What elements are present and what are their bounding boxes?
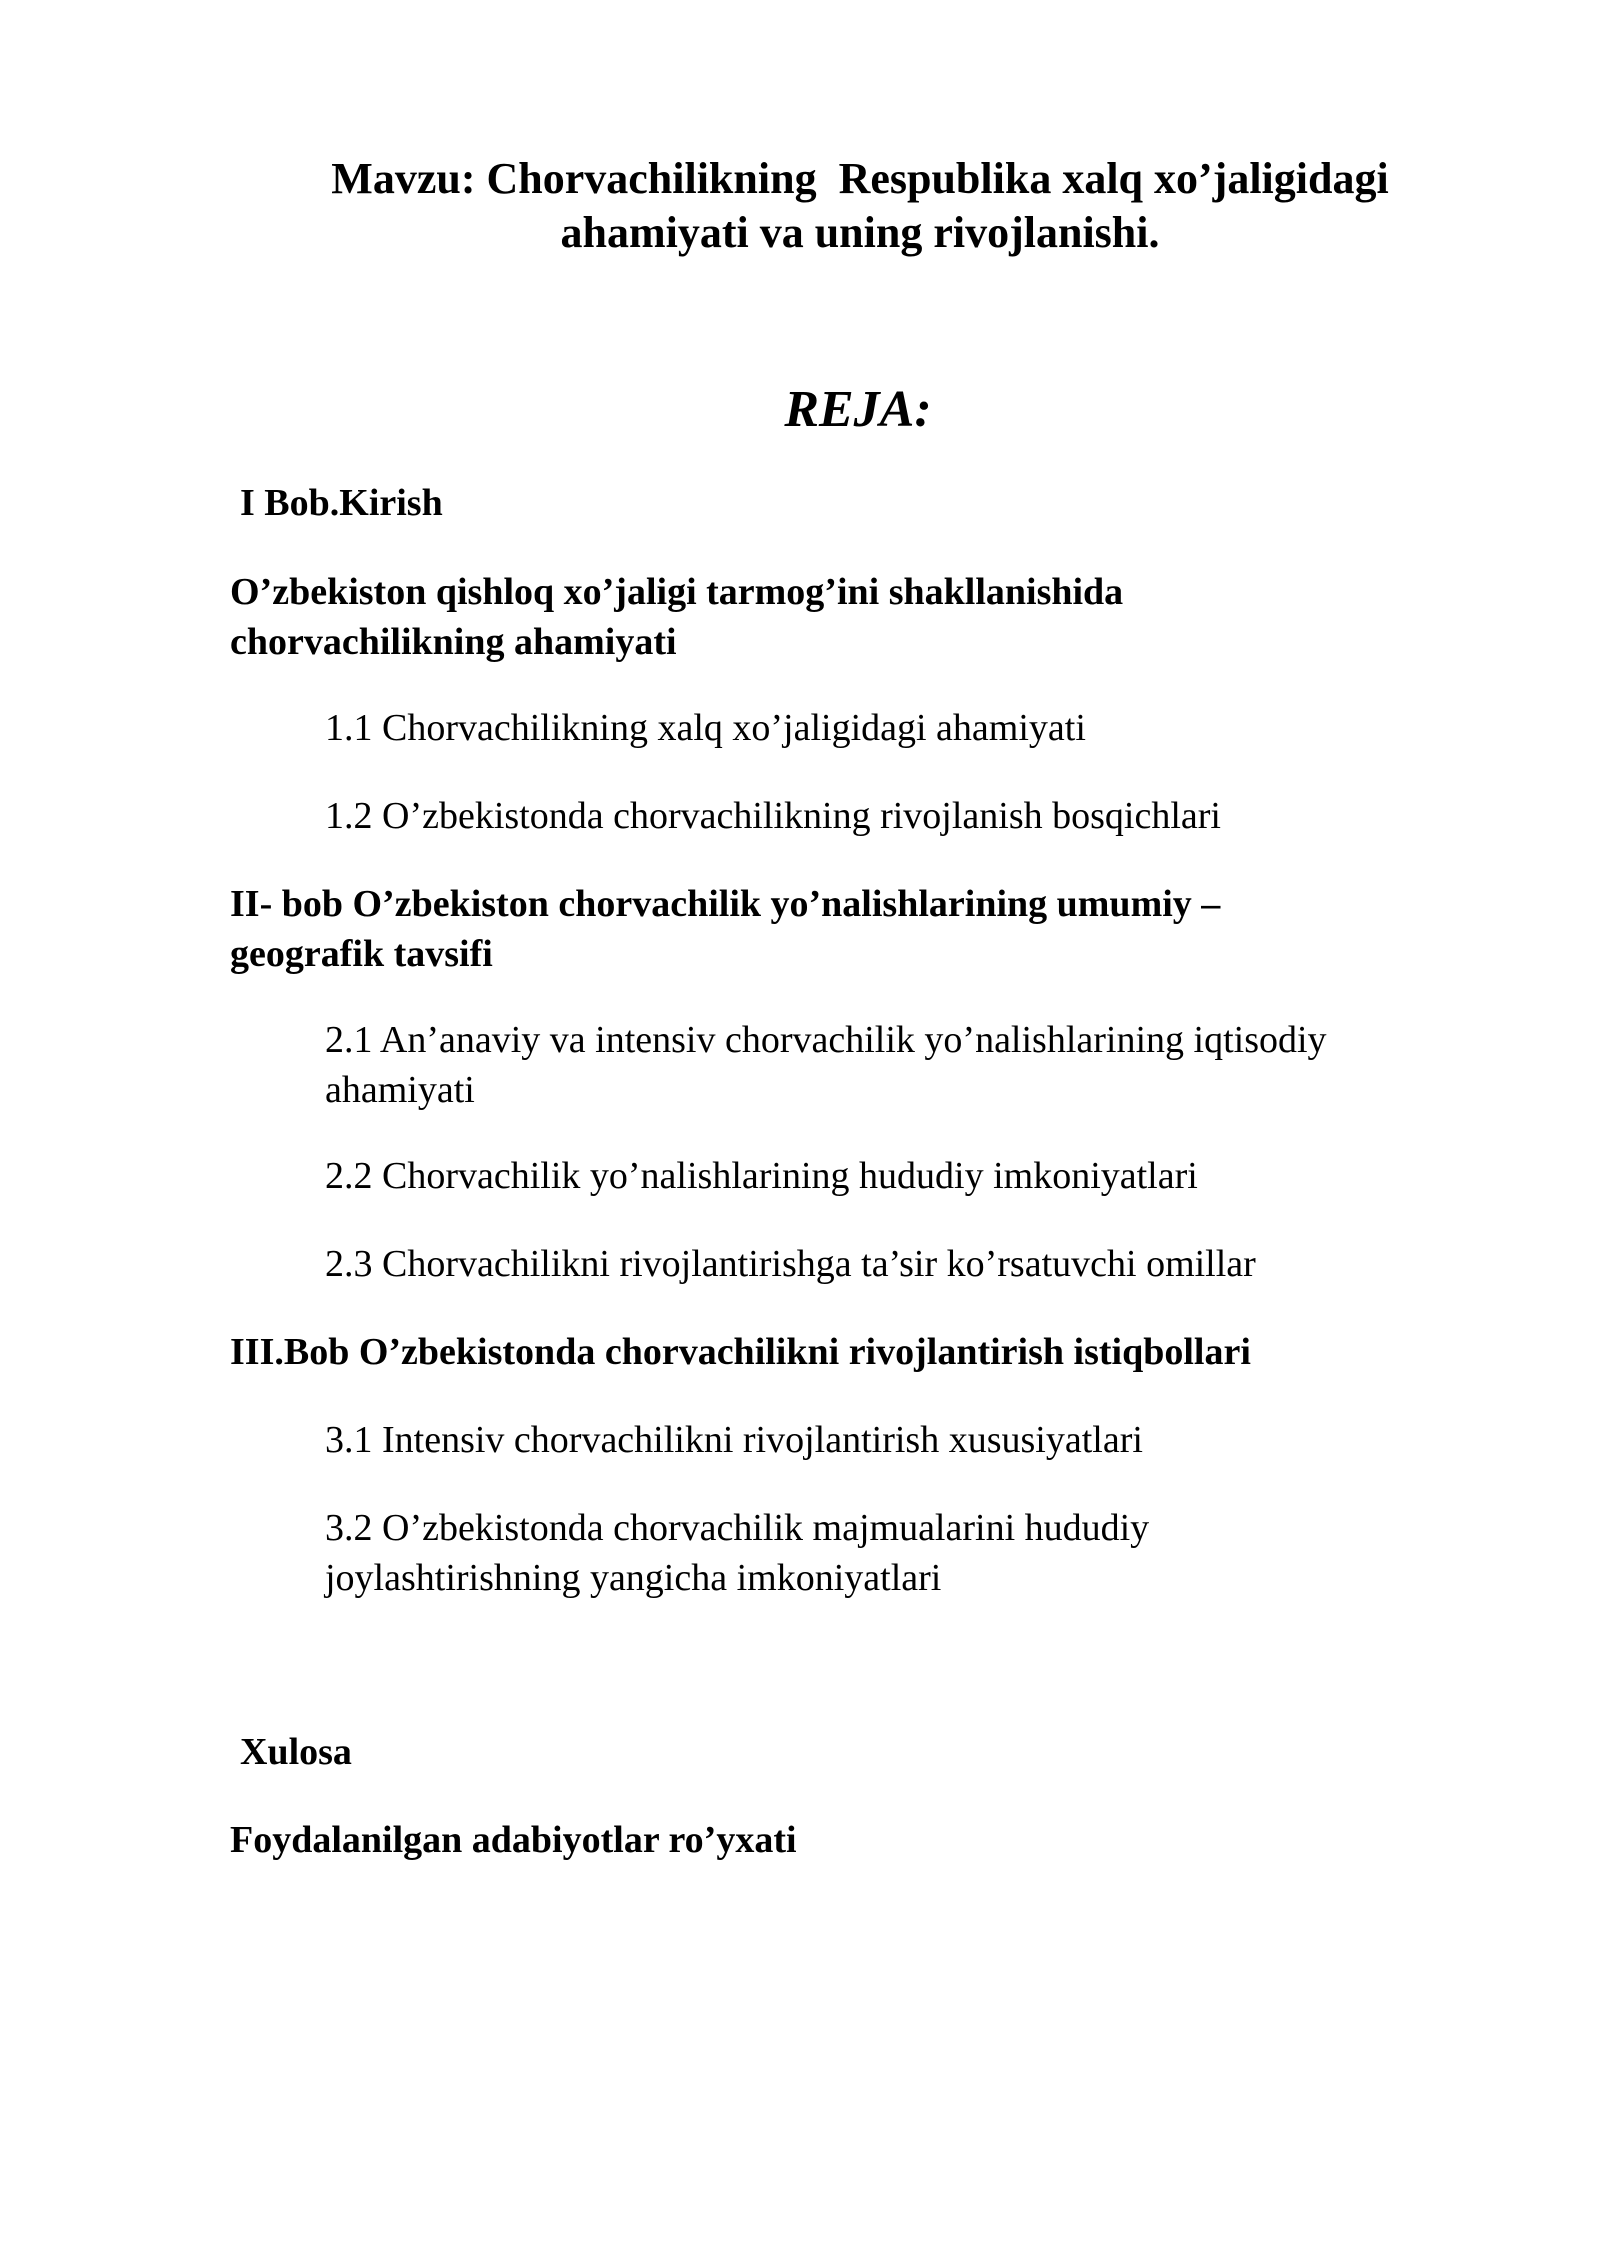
chapter-3-heading: III.Bob O’zbekistonda chorvachilikni rivojlantirish istiqbollari [230, 1331, 1251, 1373]
chapter-1-heading-line-2: chorvachilikning ahamiyati [230, 621, 677, 663]
section-1-1: 1.1 Chorvachilikning xalq xo’jaligidagi ahamiyati [325, 707, 1086, 749]
chapter-2-heading-line-1: II- bob O’zbekiston chorvachilik yo’nalishlarining umumiy – [230, 883, 1221, 925]
chapter-1-heading-line-1: O’zbekiston qishloq xo’jaligi tarmog’ini shakllanishida [230, 571, 1124, 613]
title-line-1: Mavzu: Chorvachilikning Respublika xalq xo’jaligidagi [331, 154, 1389, 203]
section-2-1-line-1: 2.1 An’anaviy va intensiv chorvachilik yo’nalishlarining iqtisodiy [325, 1019, 1327, 1061]
section-3-2-line-1: 3.2 O’zbekistonda chorvachilik majmualarini hududiy [325, 1507, 1150, 1549]
section-2-2: 2.2 Chorvachilik yo’nalishlarining hududiy imkoniyatlari [325, 1155, 1198, 1197]
document-title [0, 152, 1600, 260]
references-heading: Foydalanilgan adabiyotlar ro’yxati [230, 1819, 797, 1861]
chapter-2-heading-line-2: geografik tavsifi [230, 933, 493, 975]
section-1-2: 1.2 O’zbekistonda chorvachilikning rivojlanish bosqichlari [325, 795, 1221, 837]
section-2-1-line-2: ahamiyati [325, 1069, 475, 1111]
chapter-1-label: I Bob.Kirish [240, 482, 443, 524]
section-3-2-line-2: joylashtirishning yangicha imkoniyatlari [325, 1557, 942, 1599]
conclusion-heading: Xulosa [240, 1731, 352, 1773]
title-line-2: ahamiyati va uning rivojlanishi. [560, 208, 1160, 257]
plan-heading: REJA: [784, 381, 932, 438]
section-3-1: 3.1 Intensiv chorvachilikni rivojlantirish xususiyatlari [325, 1419, 1143, 1461]
section-2-3: 2.3 Chorvachilikni rivojlantirishga ta’sir ko’rsatuvchi omillar [325, 1243, 1256, 1285]
